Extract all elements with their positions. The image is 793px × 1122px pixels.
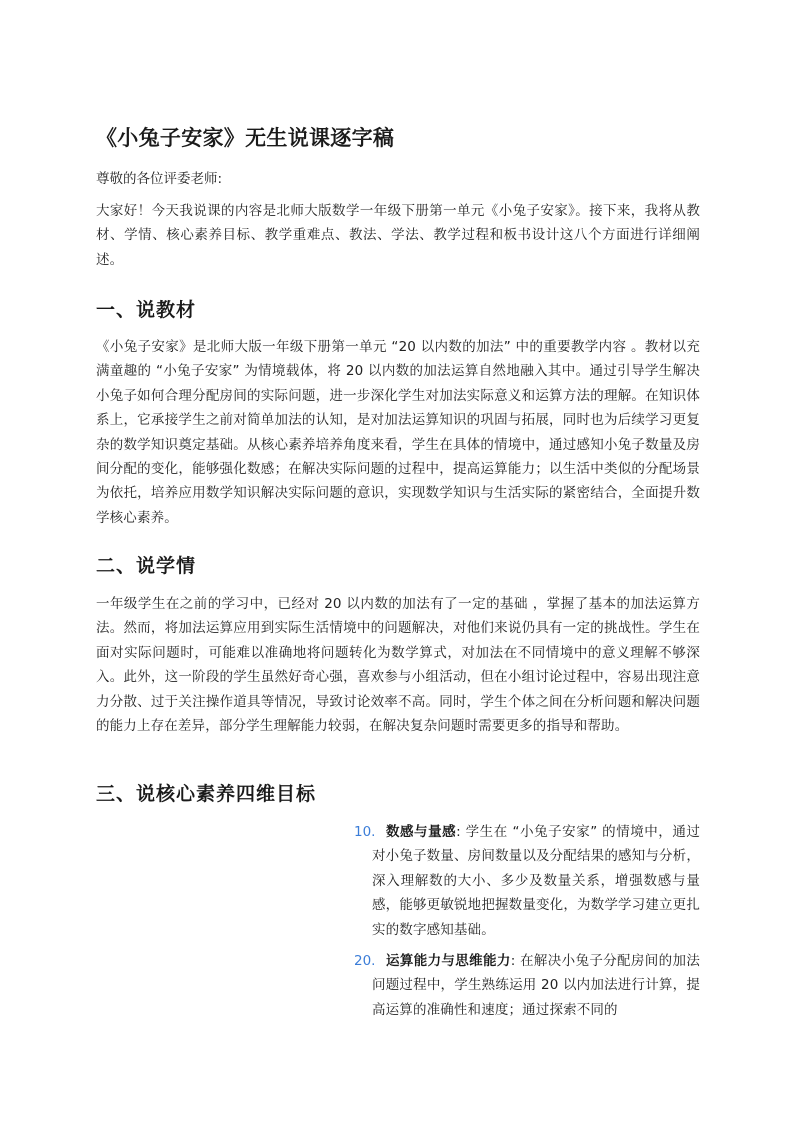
goal-item-number-sense [354, 820, 700, 942]
goal-label: 运算能力与思维能力 [386, 953, 511, 970]
document-title: 《小兔子安家》无生说课逐字稿 [96, 126, 395, 150]
section-body-students: 一年级学生在之前的学习中，已经对 20 以内数的加法有了一定的基础 ，掌握了基本的加法运算方法。然而，将加法运算应用到实际生活情境中的问题解决，对他们来说仍具有一定的挑战性。学生在面对实际问题时，可能难以准确地将问题转化为数学算式，对加法在不同情境中的意义理解不够深入。此外，这一阶段的学生虽然好奇心强，喜欢参与小组活动，但在小组讨论过程中，容易出现注意力分散、过于关注操作道具等情况，导致讨论效率不高。同时，学生个体之间在分析问题和解决问题的能力上存在差异，部分学生理解能力较弱，在解决复杂问题时需要更多的指导和帮助。 [96, 596, 700, 735]
goal-item-computation [354, 949, 700, 1022]
section-heading-students: 二、说学情 [96, 555, 197, 577]
section-body-textbook: 《小兔子安家》是北师大版一年级下册第一单元 “20 以内数的加法” 中的重要教学内容 。教材以充满童趣的 “小兔子安家” 为情境载体，将 20 以内数的加法运算自然地融入其中。通过引导学生解决小兔子如何合理分配房间的实际问题，进一步深化学生对加法实际意义和运算方法的理解。在知识体系上，它承接学生之前对简单加法的认知，是对加法运算知识的巩固与拓展，同时也为后续学习更复杂的数学知识奠定基础。从核心素养培养角度来看，学生在具体的情境中，通过感知小兔子数量及房间分配的变化，能够强化数感；在解决实际问题的过程中，提高运算能力；以生活中类似的分配场景为依托，培养应用数学知识解决实际问题的意识，实现数学知识与生活实际的紧密结合，全面提升数学核心素养。 [96, 339, 700, 526]
goal-body [372, 820, 700, 942]
goal-number: 10. [354, 824, 376, 840]
goal-text: : 在解决小兔子分配房间的加法问题过程中，学生熟练运用 20 以内加法进行计算，提高运算的准确性和速度；通过探索不同的 [372, 953, 700, 1018]
goal-text: : 学生在 “小兔子安家” 的情境中，通过对小兔子数量、房间数量以及分配结果的感知与分析，深入理解数的大小、多少及数量关系，增强数感与量感，能够更敏锐地把握数量变化，为数学学习建立更扎实的数字感知基础。 [372, 824, 700, 938]
goal-label: 数感与量感 [386, 824, 457, 840]
intro-paragraph: 大家好！今天我说课的内容是北师大版数学一年级下册第一单元《小兔子安家》。接下来，我将从教材、学情、核心素养目标、教学重难点、教法、学法、教学过程和板书设计这八个方面进行详细阐述。 [96, 203, 700, 268]
section-heading-textbook: 一、说教材 [96, 299, 197, 321]
goal-number: 20. [354, 953, 376, 970]
section-heading-goals: 三、说核心素养四维目标 [96, 783, 317, 805]
goal-list [354, 820, 700, 1029]
salutation: 尊敬的各位评委老师: [96, 171, 223, 187]
goal-body [372, 949, 700, 1022]
